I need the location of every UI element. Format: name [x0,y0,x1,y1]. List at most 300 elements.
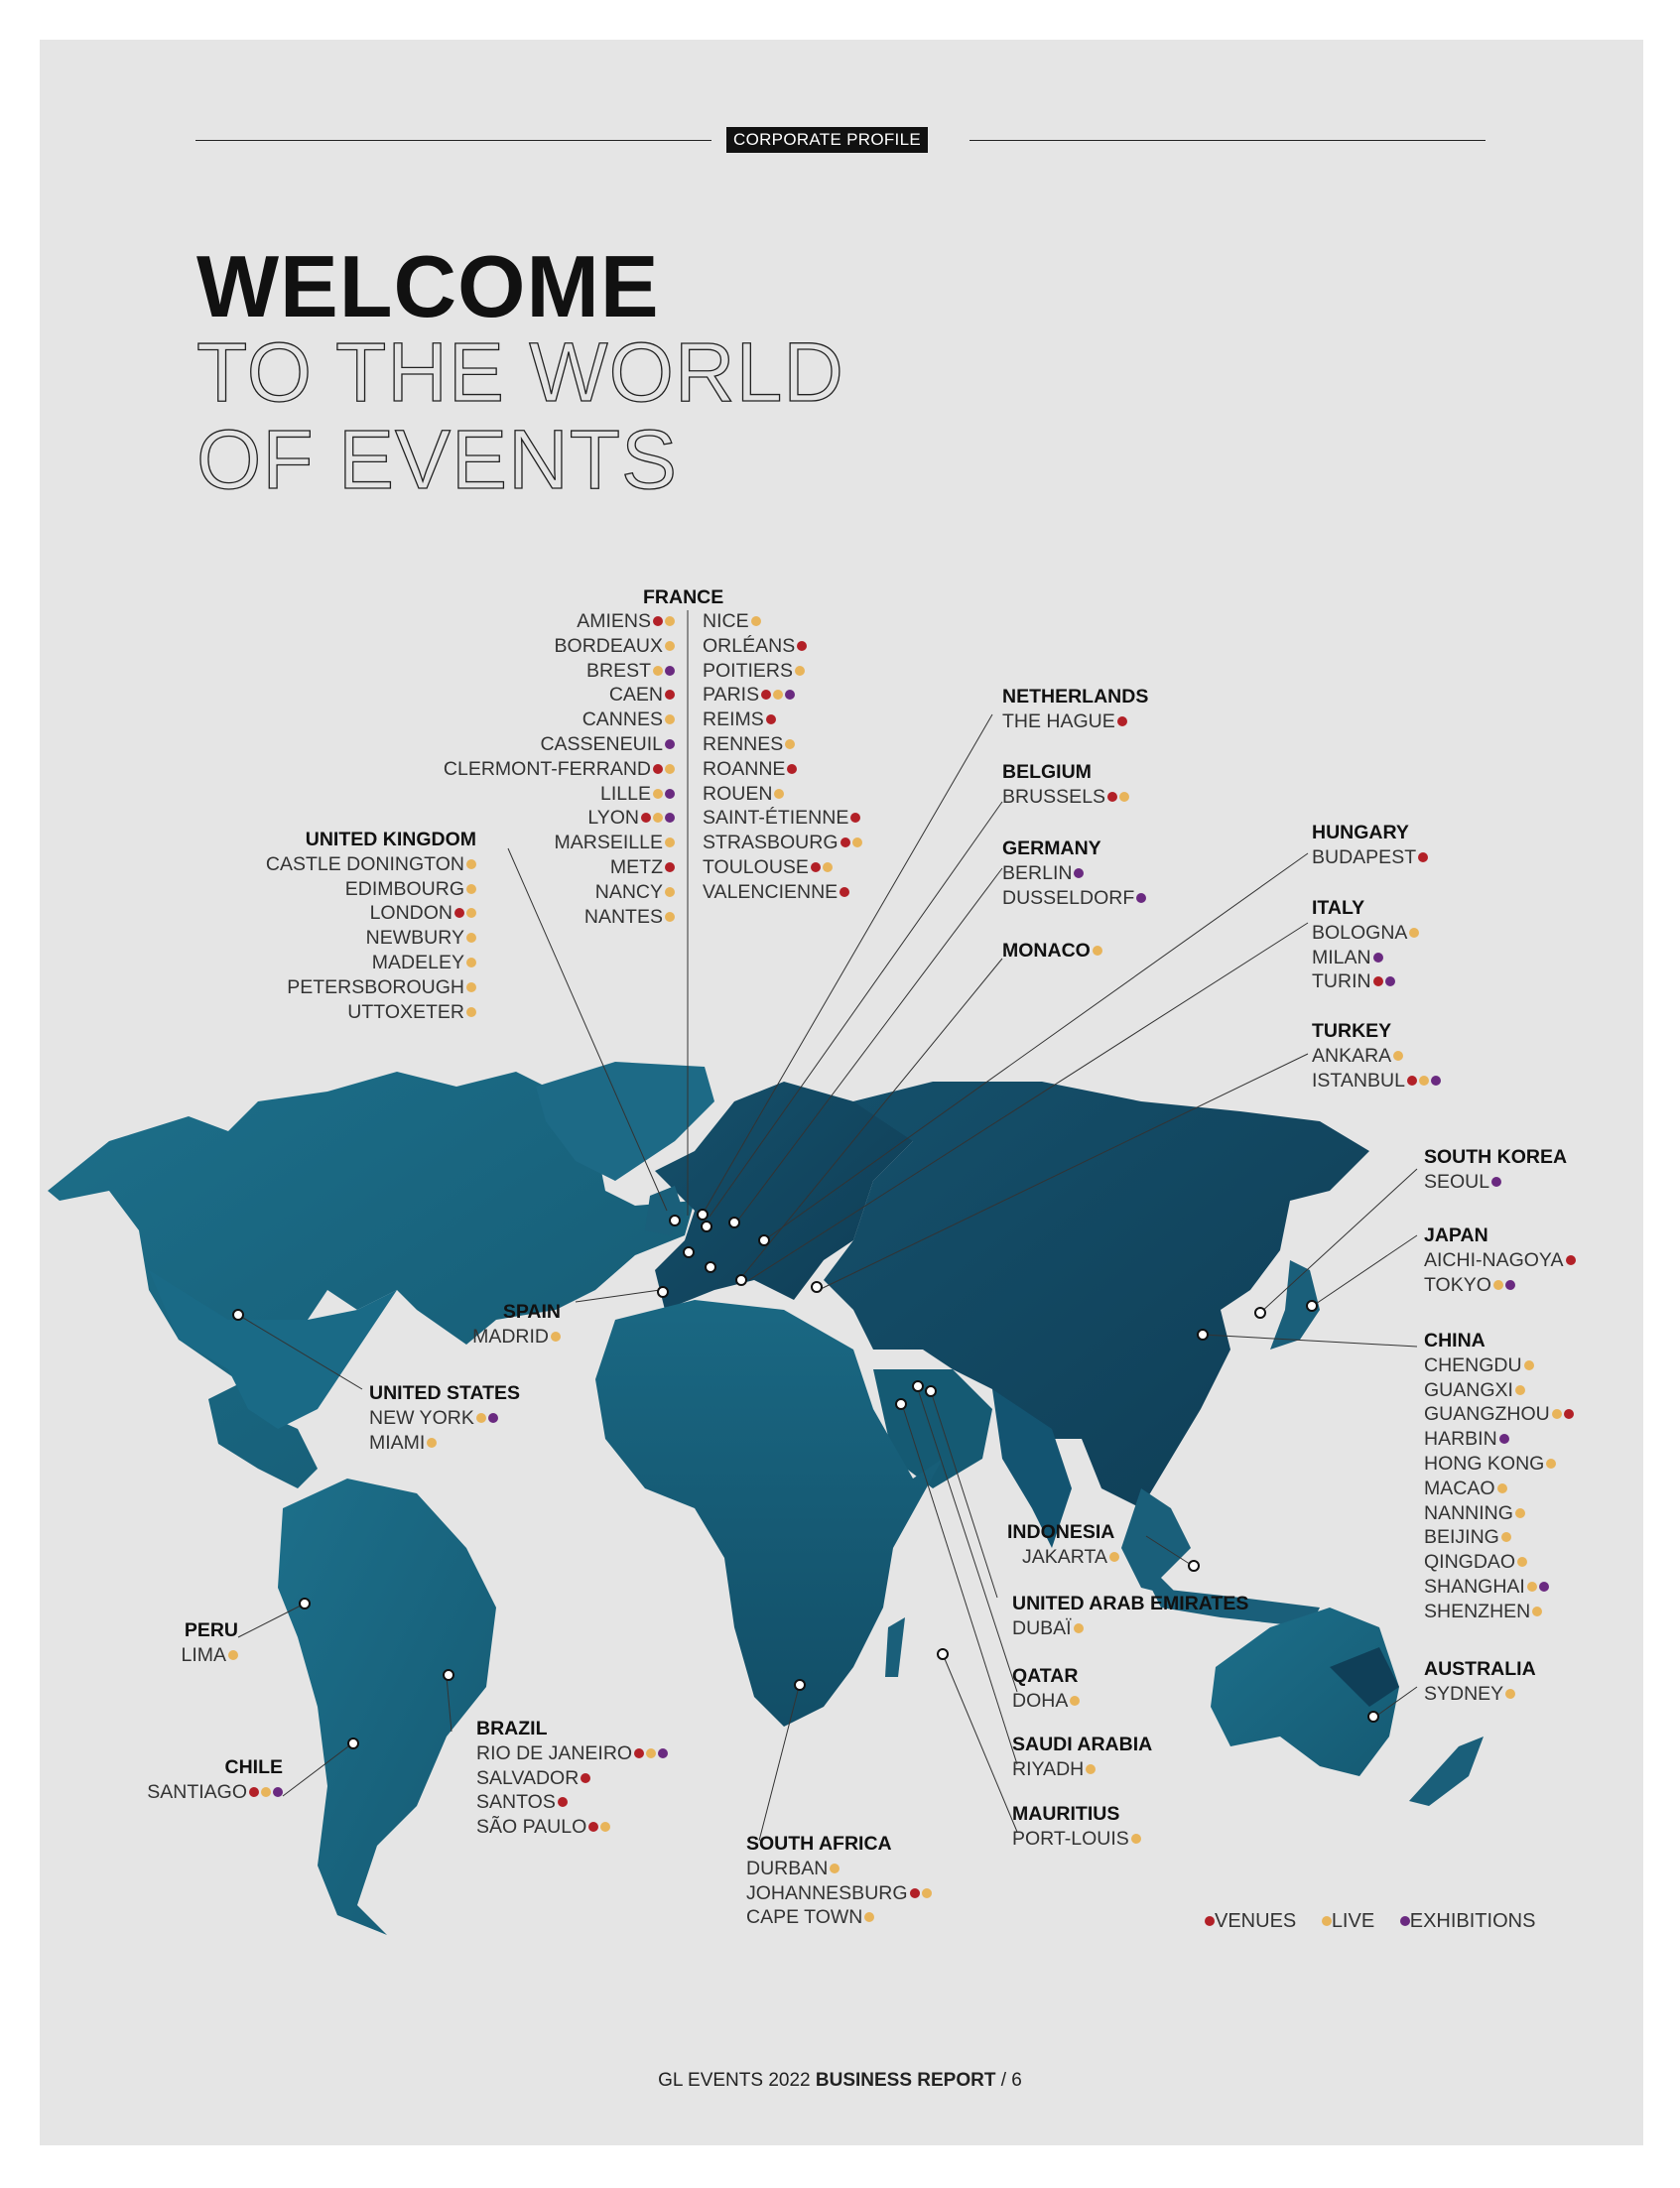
exhibitions-dot-icon [1136,893,1146,903]
country-name-text: TURKEY [1312,1020,1392,1042]
city-item [1424,1501,1574,1526]
live-dot-icon [774,789,784,799]
country-name [1424,1657,1536,1682]
live-dot-icon [1505,1689,1515,1699]
legend-live [1320,1910,1374,1932]
country-netherlands [1002,685,1148,734]
country-name [1002,939,1102,964]
title-line-3: OF EVENTS [196,413,679,506]
city-name: UTTOXETER [347,1000,464,1023]
city-name: AICHI-NAGOYA [1424,1248,1564,1271]
city-item [1424,1600,1574,1624]
live-dot-icon [551,1332,561,1342]
city-name: ORLÉANS [703,634,796,657]
city-item [1424,1273,1576,1298]
city-item [109,1643,238,1668]
city-item [1424,1452,1574,1477]
marker-lyon [706,1262,715,1272]
live-dot-icon [466,884,476,894]
country-name-text: QATAR [1012,1665,1079,1687]
city-item [1312,921,1419,946]
country-name [1424,1223,1576,1248]
callout-line-japan [1310,1235,1417,1308]
city-name: LIMA [181,1643,226,1666]
live-dot-icon [1546,1459,1556,1469]
city-name: CASSENEUIL [540,732,663,755]
city-item [703,609,941,634]
country-name-text: UNITED KINGDOM [305,829,476,850]
city-item [298,708,675,732]
city-item [298,683,675,708]
city-item [703,708,941,732]
country-qatar [1012,1664,1080,1714]
page-footer [0,2070,1680,2092]
city-name: SYDNEY [1424,1682,1504,1705]
legend-exhibitions-label: EXHIBITIONS [1409,1910,1536,1932]
city-item [298,757,675,782]
city-name: DOHA [1012,1689,1069,1712]
city-item [703,732,941,757]
country-name [1424,1329,1574,1353]
city-name: DURBAN [746,1857,829,1879]
live-dot-icon [476,1413,486,1423]
marker-brazil [444,1670,453,1680]
live-dot-icon [1501,1532,1511,1542]
country-belgium [1002,760,1129,810]
marker-tokyo [1307,1301,1317,1311]
legend-exhibitions [1398,1910,1536,1932]
exhibitions-dot-icon [658,1748,668,1758]
city-name: JOHANNESBURG [746,1881,908,1904]
country-monaco [1002,939,1102,964]
venues-dot-icon [840,837,850,847]
city-item [179,877,476,902]
live-dot-icon [785,739,795,749]
city-item [703,634,941,659]
exhibitions-dot-icon [1400,1916,1410,1926]
exhibitions-dot-icon [1373,953,1383,963]
city-item [1002,886,1146,911]
country-name-text: SAUDI ARABIA [1012,1734,1153,1755]
country-name [1312,1019,1441,1044]
continent-south-america [278,1479,496,1935]
city-item [1312,946,1419,970]
exhibitions-dot-icon [273,1787,283,1797]
exhibitions-dot-icon [1431,1076,1441,1086]
city-name: BOLOGNA [1312,921,1408,944]
city-name: VALENCIENNE [703,880,839,903]
city-item [179,926,476,951]
legend-live-label: LIVE [1331,1910,1375,1932]
live-dot-icon [1109,1552,1119,1562]
live-dot-icon [1393,1051,1403,1061]
venues-dot-icon [787,764,797,774]
city-name: GUANGXI [1424,1378,1513,1401]
city-name: CHENGDU [1424,1353,1522,1376]
city-name: PETERSBOROUGH [287,975,464,998]
city-item [377,1325,561,1350]
city-item [703,880,941,905]
city-name: CAEN [608,684,663,707]
country-united-states [369,1381,520,1455]
live-dot-icon [795,666,805,676]
live-dot-icon [1524,1360,1534,1370]
country-name-text: AUSTRALIA [1424,1658,1536,1680]
city-item [89,1780,283,1805]
country-peru [109,1618,238,1668]
country-name [1312,896,1419,921]
live-dot-icon [830,1864,840,1873]
city-item [1424,1353,1574,1378]
exhibitions-dot-icon [1499,1434,1509,1444]
live-dot-icon [261,1787,271,1797]
city-name: SALVADOR [476,1766,580,1789]
footer-prefix: GL EVENTS 2022 [658,2070,816,2091]
exhibitions-dot-icon [785,690,795,700]
city-item [1424,1575,1574,1600]
country-brazil [476,1717,668,1840]
country-name [1002,837,1146,861]
city-item [703,757,941,782]
city-item [476,1815,668,1840]
legend-venues-label: VENUES [1215,1910,1297,1932]
venues-dot-icon [641,813,651,823]
venues-dot-icon [1107,792,1117,802]
city-name: RENNES [703,732,784,755]
marker-netherlands [698,1210,708,1220]
marker-port-louis [938,1649,948,1659]
country-name [1007,1520,1119,1545]
title-line-1: WELCOME [196,237,660,335]
country-name-text: SPAIN [502,1301,561,1323]
section-badge: CORPORATE PROFILE [726,127,928,153]
city-item [1424,1550,1574,1575]
country-south-korea [1424,1145,1567,1195]
city-item [1424,1477,1574,1501]
live-dot-icon [751,616,761,626]
city-name: ROUEN [703,782,773,805]
city-name: BRUSSELS [1002,785,1106,808]
live-dot-icon [773,690,783,700]
live-dot-icon [228,1650,238,1660]
city-name: AMIENS [577,610,651,632]
city-item [1002,709,1148,734]
live-dot-icon [823,862,833,872]
venues-dot-icon [1117,716,1127,726]
footer-report-title: BUSINESS REPORT [815,2070,996,2091]
country-china [1424,1329,1574,1624]
live-dot-icon [1515,1508,1525,1518]
live-dot-icon [665,912,675,922]
city-name: ROANNE [703,757,786,780]
venues-dot-icon [581,1773,590,1783]
country-name-text: MONACO [1002,940,1091,962]
live-dot-icon [665,887,675,897]
country-france-title: FRANCE [643,586,724,608]
city-name: GUANGZHOU [1424,1403,1550,1426]
country-italy [1312,896,1419,994]
country-name-text: BELGIUM [1002,761,1092,783]
venues-dot-icon [811,862,821,872]
country-name [377,1300,561,1325]
marker-dubai [926,1386,936,1396]
city-name: QINGDAO [1424,1551,1516,1574]
city-name: SANTOS [476,1791,556,1814]
city-name: TOKYO [1424,1273,1491,1296]
country-name [476,1717,668,1741]
live-dot-icon [427,1438,437,1448]
city-item [298,732,675,757]
city-item [298,609,675,634]
live-dot-icon [653,789,663,799]
live-dot-icon [466,1007,476,1017]
city-name: CASTLE DONINGTON [265,852,464,875]
country-turkey [1312,1019,1441,1093]
venues-dot-icon [558,1797,568,1807]
country-name-text: BRAZIL [476,1718,548,1739]
city-item [476,1790,668,1815]
country-name [1012,1733,1152,1757]
venues-dot-icon [1407,1076,1417,1086]
city-item [746,1905,932,1930]
region-southeast-asia [1121,1488,1191,1598]
live-dot-icon [466,859,476,869]
country-name [1012,1592,1248,1616]
live-dot-icon [1131,1834,1141,1844]
country-name-text: SOUTH KOREA [1424,1146,1568,1168]
city-name: BUDAPEST [1312,845,1417,868]
city-name: NANNING [1424,1501,1513,1524]
footer-page-number: / 6 [995,2070,1022,2091]
exhibitions-dot-icon [665,789,675,799]
city-item [179,901,476,926]
live-dot-icon [1322,1916,1332,1926]
country-name-text: JAPAN [1424,1224,1488,1246]
city-item [369,1406,520,1431]
city-name: METZ [609,855,663,878]
country-saudi-arabia [1012,1733,1152,1782]
venues-dot-icon [634,1748,644,1758]
live-dot-icon [600,1822,610,1832]
city-name: TOULOUSE [703,855,809,878]
callout-line-china [1203,1335,1417,1347]
city-item [1012,1689,1080,1714]
city-name: NEWBURY [365,927,464,950]
city-item [1424,1170,1567,1195]
live-dot-icon [864,1912,874,1922]
live-dot-icon [646,1748,656,1758]
country-germany [1002,837,1146,910]
city-item [1002,785,1129,810]
country-japan [1424,1223,1576,1297]
live-dot-icon [665,714,675,724]
live-dot-icon [1532,1607,1542,1616]
legend-venues [1203,1910,1296,1932]
country-name [109,1618,238,1643]
city-item [179,975,476,1000]
city-name: POITIERS [703,659,794,682]
country-indonesia [1007,1520,1119,1570]
country-name [369,1381,520,1406]
venues-dot-icon [1373,976,1383,986]
exhibitions-dot-icon [1491,1177,1501,1187]
city-item [746,1857,932,1881]
city-item [1312,1069,1441,1094]
city-name: EDIMBOURG [344,877,464,900]
country-name [1002,685,1148,709]
city-name: HONG KONG [1424,1452,1545,1475]
city-name: SHANGHAI [1424,1575,1525,1598]
country-name-text: SOUTH AFRICA [746,1833,892,1855]
city-name: MADRID [472,1325,549,1348]
live-dot-icon [1493,1280,1503,1290]
city-item [1424,1378,1574,1403]
marker-madrid [658,1287,668,1297]
live-dot-icon [1119,792,1129,802]
city-item [179,852,476,877]
country-name-text: UNITED ARAB EMIRATES [1012,1593,1249,1614]
live-dot-icon [1093,946,1102,956]
marker-germany [729,1218,739,1227]
marker-paris [684,1247,694,1257]
marker-belgium [702,1222,711,1231]
marker-budapest [759,1235,769,1245]
city-item [1312,969,1419,994]
exhibitions-dot-icon [1539,1582,1549,1592]
live-dot-icon [466,908,476,918]
marker-doha [913,1381,923,1391]
marker-lima [300,1599,310,1609]
venues-dot-icon [454,908,464,918]
marker-monaco [736,1275,746,1285]
city-name: LILLE [600,782,651,805]
city-item [1424,1248,1576,1273]
city-item [1012,1616,1248,1641]
city-name: NICE [703,610,749,632]
city-item [1424,1682,1536,1707]
country-name-text: GERMANY [1002,837,1101,859]
callout-line-mauritius [943,1654,1017,1832]
city-item [1007,1545,1119,1570]
country-name-text: NETHERLANDS [1002,686,1149,708]
venues-dot-icon [653,764,663,774]
exhibitions-dot-icon [488,1413,498,1423]
city-name: CANNES [582,708,663,731]
venues-dot-icon [249,1787,259,1797]
island-new-zealand [1409,1737,1484,1806]
city-name: TURIN [1312,970,1371,993]
city-name: SAINT-ÉTIENNE [703,807,849,830]
country-name-text: MAURITIUS [1012,1803,1120,1825]
city-item [703,806,941,831]
country-france-right [703,609,941,905]
country-name-text: HUNGARY [1312,822,1409,843]
city-item [703,831,941,855]
city-name: LYON [587,807,639,830]
city-name: JAKARTA [1022,1545,1107,1568]
city-name: NANCY [594,880,663,903]
venues-dot-icon [665,690,675,700]
venues-dot-icon [850,813,860,823]
city-name: RIO DE JANEIRO [476,1741,633,1764]
marker-istanbul [812,1282,822,1292]
exhibitions-dot-icon [1505,1280,1515,1290]
city-name: ANKARA [1312,1044,1392,1067]
live-dot-icon [466,982,476,992]
city-name: MILAN [1312,946,1371,968]
city-name: MACAO [1424,1477,1495,1499]
country-australia [1424,1657,1536,1707]
live-dot-icon [1552,1409,1562,1419]
venues-dot-icon [1566,1255,1576,1265]
country-name-text: CHINA [1424,1330,1486,1351]
city-name: BEIJING [1424,1526,1499,1549]
live-dot-icon [922,1888,932,1898]
live-dot-icon [466,958,476,967]
venues-dot-icon [1418,852,1428,862]
city-item [179,951,476,975]
city-item [746,1881,932,1906]
live-dot-icon [653,666,663,676]
exhibitions-dot-icon [1074,868,1084,878]
country-name-text: CHILE [224,1756,283,1778]
country-name [179,828,476,852]
marker-seoul [1255,1308,1265,1318]
live-dot-icon [1517,1557,1527,1567]
city-item [476,1766,668,1791]
venues-dot-icon [910,1888,920,1898]
venues-dot-icon [653,616,663,626]
city-name: HARBIN [1424,1428,1497,1451]
country-south-africa [746,1832,932,1930]
city-name: MIAMI [369,1431,426,1454]
country-name [1424,1145,1567,1170]
city-name: NANTES [583,905,663,928]
live-dot-icon [665,616,675,626]
country-mauritius [1012,1802,1141,1852]
marker-jakarta [1189,1561,1199,1571]
city-item [1424,1402,1574,1427]
venues-dot-icon [797,641,807,651]
country-name [746,1832,932,1857]
live-dot-icon [1074,1623,1084,1633]
country-name-text: INDONESIA [1007,1521,1115,1543]
country-name [89,1755,283,1780]
city-name: STRASBOURG [703,832,839,854]
city-name: SHENZHEN [1424,1600,1531,1622]
city-item [1424,1427,1574,1452]
legend [1203,1910,1553,1933]
city-name: PARIS [703,684,760,707]
live-dot-icon [1527,1582,1537,1592]
venues-dot-icon [761,690,771,700]
city-name: DUSSELDORF [1002,886,1135,909]
city-name: LONDON [369,902,452,925]
live-dot-icon [1070,1696,1080,1706]
marker-london [670,1216,680,1225]
city-name: REIMS [703,708,764,731]
city-name: MADELEY [371,951,464,973]
live-dot-icon [665,641,675,651]
country-name [1312,821,1428,845]
country-name-text: UNITED STATES [369,1382,521,1404]
exhibitions-dot-icon [665,666,675,676]
live-dot-icon [1086,1764,1096,1774]
country-spain [377,1300,561,1350]
exhibitions-dot-icon [1385,976,1395,986]
title-line-2: TO THE WORLD [196,325,844,419]
city-name: PORT-LOUIS [1012,1827,1129,1850]
